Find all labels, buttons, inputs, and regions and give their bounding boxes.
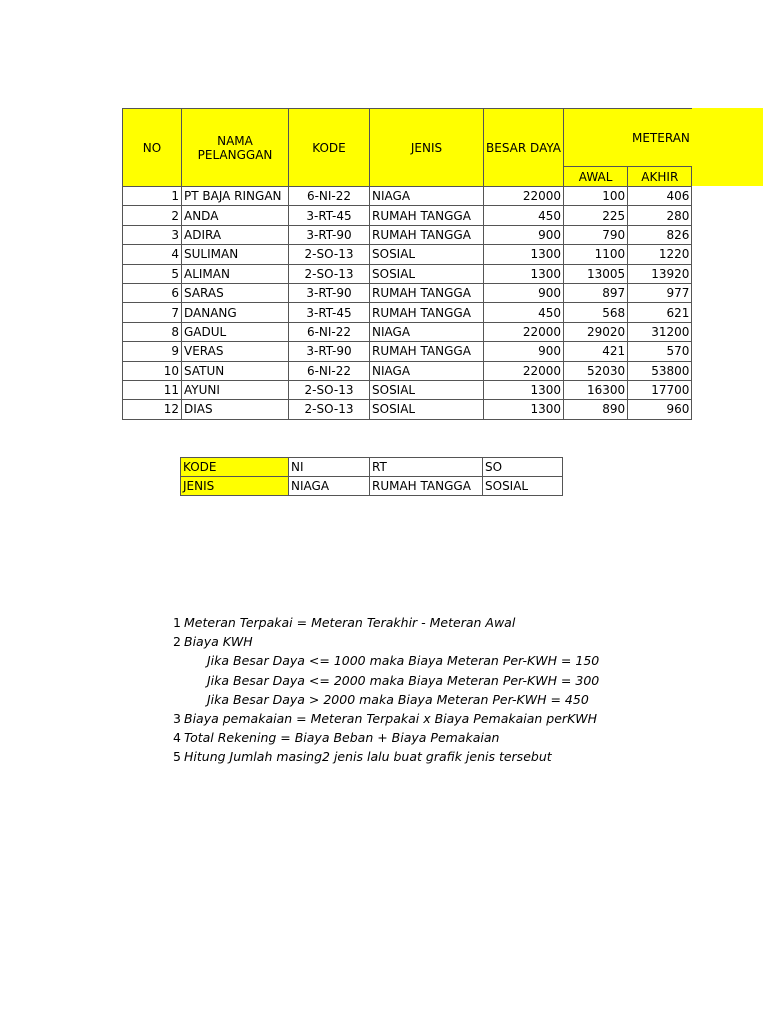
cell-kode: 3-RT-90: [289, 342, 370, 361]
instruction-number: 4: [173, 730, 181, 746]
lookup-jenis-value: RUMAH TANGGA: [370, 477, 483, 496]
cell-jenis: NIAGA: [370, 187, 484, 206]
lookup-jenis-value: SOSIAL: [483, 477, 563, 496]
lookup-jenis-value: NIAGA: [289, 477, 370, 496]
lookup-jenis-row: [181, 477, 563, 496]
instruction-number: 3: [173, 711, 181, 727]
cell-awal: 1100: [564, 245, 628, 264]
cell-kode: 6-NI-22: [289, 322, 370, 341]
page-edge-mask: [763, 100, 768, 200]
cell-nama: ALIMAN: [182, 264, 289, 283]
cell-awal: 52030: [564, 361, 628, 380]
header-kode: KODE: [289, 109, 370, 187]
instruction-item: [160, 671, 720, 690]
cell-jenis: NIAGA: [370, 361, 484, 380]
instruction-number: [160, 651, 183, 670]
cell-akhir: 1220: [628, 245, 692, 264]
cell-akhir: 826: [628, 225, 692, 244]
cell-akhir: 17700: [628, 380, 692, 399]
cell-awal: 29020: [564, 322, 628, 341]
cell-jenis: SOSIAL: [370, 264, 484, 283]
lookup-kode-value: RT: [370, 458, 483, 477]
cell-akhir: 31200: [628, 322, 692, 341]
instruction-item: [160, 709, 720, 728]
cell-jenis: SOSIAL: [370, 400, 484, 419]
cell-nama: DANANG: [182, 303, 289, 322]
cell-jenis: RUMAH TANGGA: [370, 303, 484, 322]
cell-no: 7: [123, 303, 182, 322]
instruction-item: [160, 632, 720, 651]
cell-awal: 790: [564, 225, 628, 244]
instruction-number: [160, 690, 183, 709]
cell-besar-daya: 1300: [484, 380, 564, 399]
table-row: [123, 283, 692, 302]
cell-besar-daya: 450: [484, 206, 564, 225]
cell-awal: 16300: [564, 380, 628, 399]
lookup-kode-value: NI: [289, 458, 370, 477]
cell-besar-daya: 22000: [484, 187, 564, 206]
instruction-number: 5: [173, 749, 181, 765]
cell-nama: SARAS: [182, 283, 289, 302]
cell-besar-daya: 1300: [484, 400, 564, 419]
instruction-number: 2: [173, 634, 181, 650]
header-meteran-label: METERAN: [632, 130, 690, 145]
table-row: [123, 361, 692, 380]
table-row: [123, 400, 692, 419]
cell-kode: 3-RT-45: [289, 303, 370, 322]
cell-nama: GADUL: [182, 322, 289, 341]
cell-akhir: 570: [628, 342, 692, 361]
cell-no: 9: [123, 342, 182, 361]
cell-akhir: 406: [628, 187, 692, 206]
cell-no: 1: [123, 187, 182, 206]
instruction-item: [160, 747, 720, 766]
meteran-header-overflow: [681, 108, 763, 186]
header-no: NO: [123, 109, 182, 187]
cell-kode: 3-RT-90: [289, 283, 370, 302]
cell-no: 12: [123, 400, 182, 419]
cell-jenis: RUMAH TANGGA: [370, 283, 484, 302]
cell-akhir: 960: [628, 400, 692, 419]
cell-jenis: RUMAH TANGGA: [370, 225, 484, 244]
cell-awal: 225: [564, 206, 628, 225]
header-akhir: AKHIR: [628, 167, 692, 187]
instruction-number: 1: [173, 615, 181, 630]
cell-nama: VERAS: [182, 342, 289, 361]
cell-nama: SULIMAN: [182, 245, 289, 264]
customer-table: [122, 108, 692, 420]
cell-kode: 6-NI-22: [289, 361, 370, 380]
instruction-text: Biaya KWH: [184, 634, 253, 650]
cell-besar-daya: 900: [484, 283, 564, 302]
instruction-item: [160, 613, 720, 632]
table-row: [123, 206, 692, 225]
cell-kode: 2-SO-13: [289, 400, 370, 419]
header-nama-line1: NAMA: [217, 133, 253, 148]
lookup-kode-row: [181, 458, 563, 477]
instruction-text: Total Rekening = Biaya Beban + Biaya Pemakaian: [184, 730, 500, 746]
cell-nama: SATUN: [182, 361, 289, 380]
header-besar-daya: BESAR DAYA: [484, 109, 564, 187]
kode-jenis-lookup-table: [180, 457, 563, 496]
cell-nama: ANDA: [182, 206, 289, 225]
table-row: [123, 303, 692, 322]
cell-jenis: RUMAH TANGGA: [370, 342, 484, 361]
cell-no: 11: [123, 380, 182, 399]
cell-besar-daya: 900: [484, 225, 564, 244]
instruction-item: [160, 651, 720, 670]
cell-akhir: 977: [628, 283, 692, 302]
cell-akhir: 53800: [628, 361, 692, 380]
cell-akhir: 621: [628, 303, 692, 322]
cell-akhir: 13920: [628, 264, 692, 283]
table-row: [123, 322, 692, 341]
cell-no: 2: [123, 206, 182, 225]
cell-nama: AYUNI: [182, 380, 289, 399]
cell-jenis: SOSIAL: [370, 380, 484, 399]
cell-besar-daya: 1300: [484, 264, 564, 283]
instruction-text: Hitung Jumlah masing2 jenis lalu buat grafik jenis tersebut: [184, 749, 552, 765]
cell-jenis: NIAGA: [370, 322, 484, 341]
cell-no: 3: [123, 225, 182, 244]
cell-kode: 3-RT-90: [289, 225, 370, 244]
instruction-item: [160, 690, 720, 709]
cell-awal: 100: [564, 187, 628, 206]
table-row: [123, 264, 692, 283]
instruction-text: Jika Besar Daya <= 2000 maka Biaya Meteran Per-KWH = 300: [207, 672, 600, 688]
table-row: [123, 342, 692, 361]
cell-nama: ADIRA: [182, 225, 289, 244]
cell-nama: DIAS: [182, 400, 289, 419]
lookup-kode-label: KODE: [181, 458, 289, 477]
cell-besar-daya: 1300: [484, 245, 564, 264]
cell-akhir: 280: [628, 206, 692, 225]
instructions-list: [160, 613, 720, 767]
cell-besar-daya: 450: [484, 303, 564, 322]
cell-awal: 421: [564, 342, 628, 361]
cell-awal: 13005: [564, 264, 628, 283]
header-jenis: JENIS: [370, 109, 484, 187]
cell-no: 6: [123, 283, 182, 302]
header-nama-pelanggan: [182, 109, 289, 187]
cell-jenis: SOSIAL: [370, 245, 484, 264]
header-awal: AWAL: [564, 167, 628, 187]
table-row: [123, 245, 692, 264]
instruction-number: [160, 671, 183, 690]
header-nama-line2: PELANGGAN: [197, 147, 273, 162]
instruction-item: [160, 728, 720, 747]
instruction-text: Jika Besar Daya > 2000 maka Biaya Meteran Per-KWH = 450: [207, 691, 589, 707]
cell-no: 10: [123, 361, 182, 380]
cell-besar-daya: 22000: [484, 361, 564, 380]
cell-jenis: RUMAH TANGGA: [370, 206, 484, 225]
cell-kode: 2-SO-13: [289, 264, 370, 283]
instruction-text: Jika Besar Daya <= 1000 maka Biaya Meteran Per-KWH = 150: [207, 653, 600, 669]
cell-kode: 2-SO-13: [289, 380, 370, 399]
instruction-text: Biaya pemakaian = Meteran Terpakai x Biaya Pemakaian perKWH: [184, 711, 598, 727]
cell-no: 8: [123, 322, 182, 341]
lookup-jenis-label: JENIS: [181, 477, 289, 496]
cell-kode: 3-RT-45: [289, 206, 370, 225]
cell-besar-daya: 22000: [484, 322, 564, 341]
cell-awal: 897: [564, 283, 628, 302]
instruction-text: Meteran Terpakai = Meteran Terakhir - Meteran Awal: [184, 615, 516, 630]
table-row: [123, 225, 692, 244]
cell-besar-daya: 900: [484, 342, 564, 361]
table-row: [123, 187, 692, 206]
cell-nama: PT BAJA RINGAN: [182, 187, 289, 206]
table-row: [123, 380, 692, 399]
cell-kode: 6-NI-22: [289, 187, 370, 206]
cell-no: 4: [123, 245, 182, 264]
lookup-kode-value: SO: [483, 458, 563, 477]
cell-no: 5: [123, 264, 182, 283]
header-meteran: [564, 109, 692, 167]
cell-kode: 2-SO-13: [289, 245, 370, 264]
cell-awal: 890: [564, 400, 628, 419]
cell-awal: 568: [564, 303, 628, 322]
